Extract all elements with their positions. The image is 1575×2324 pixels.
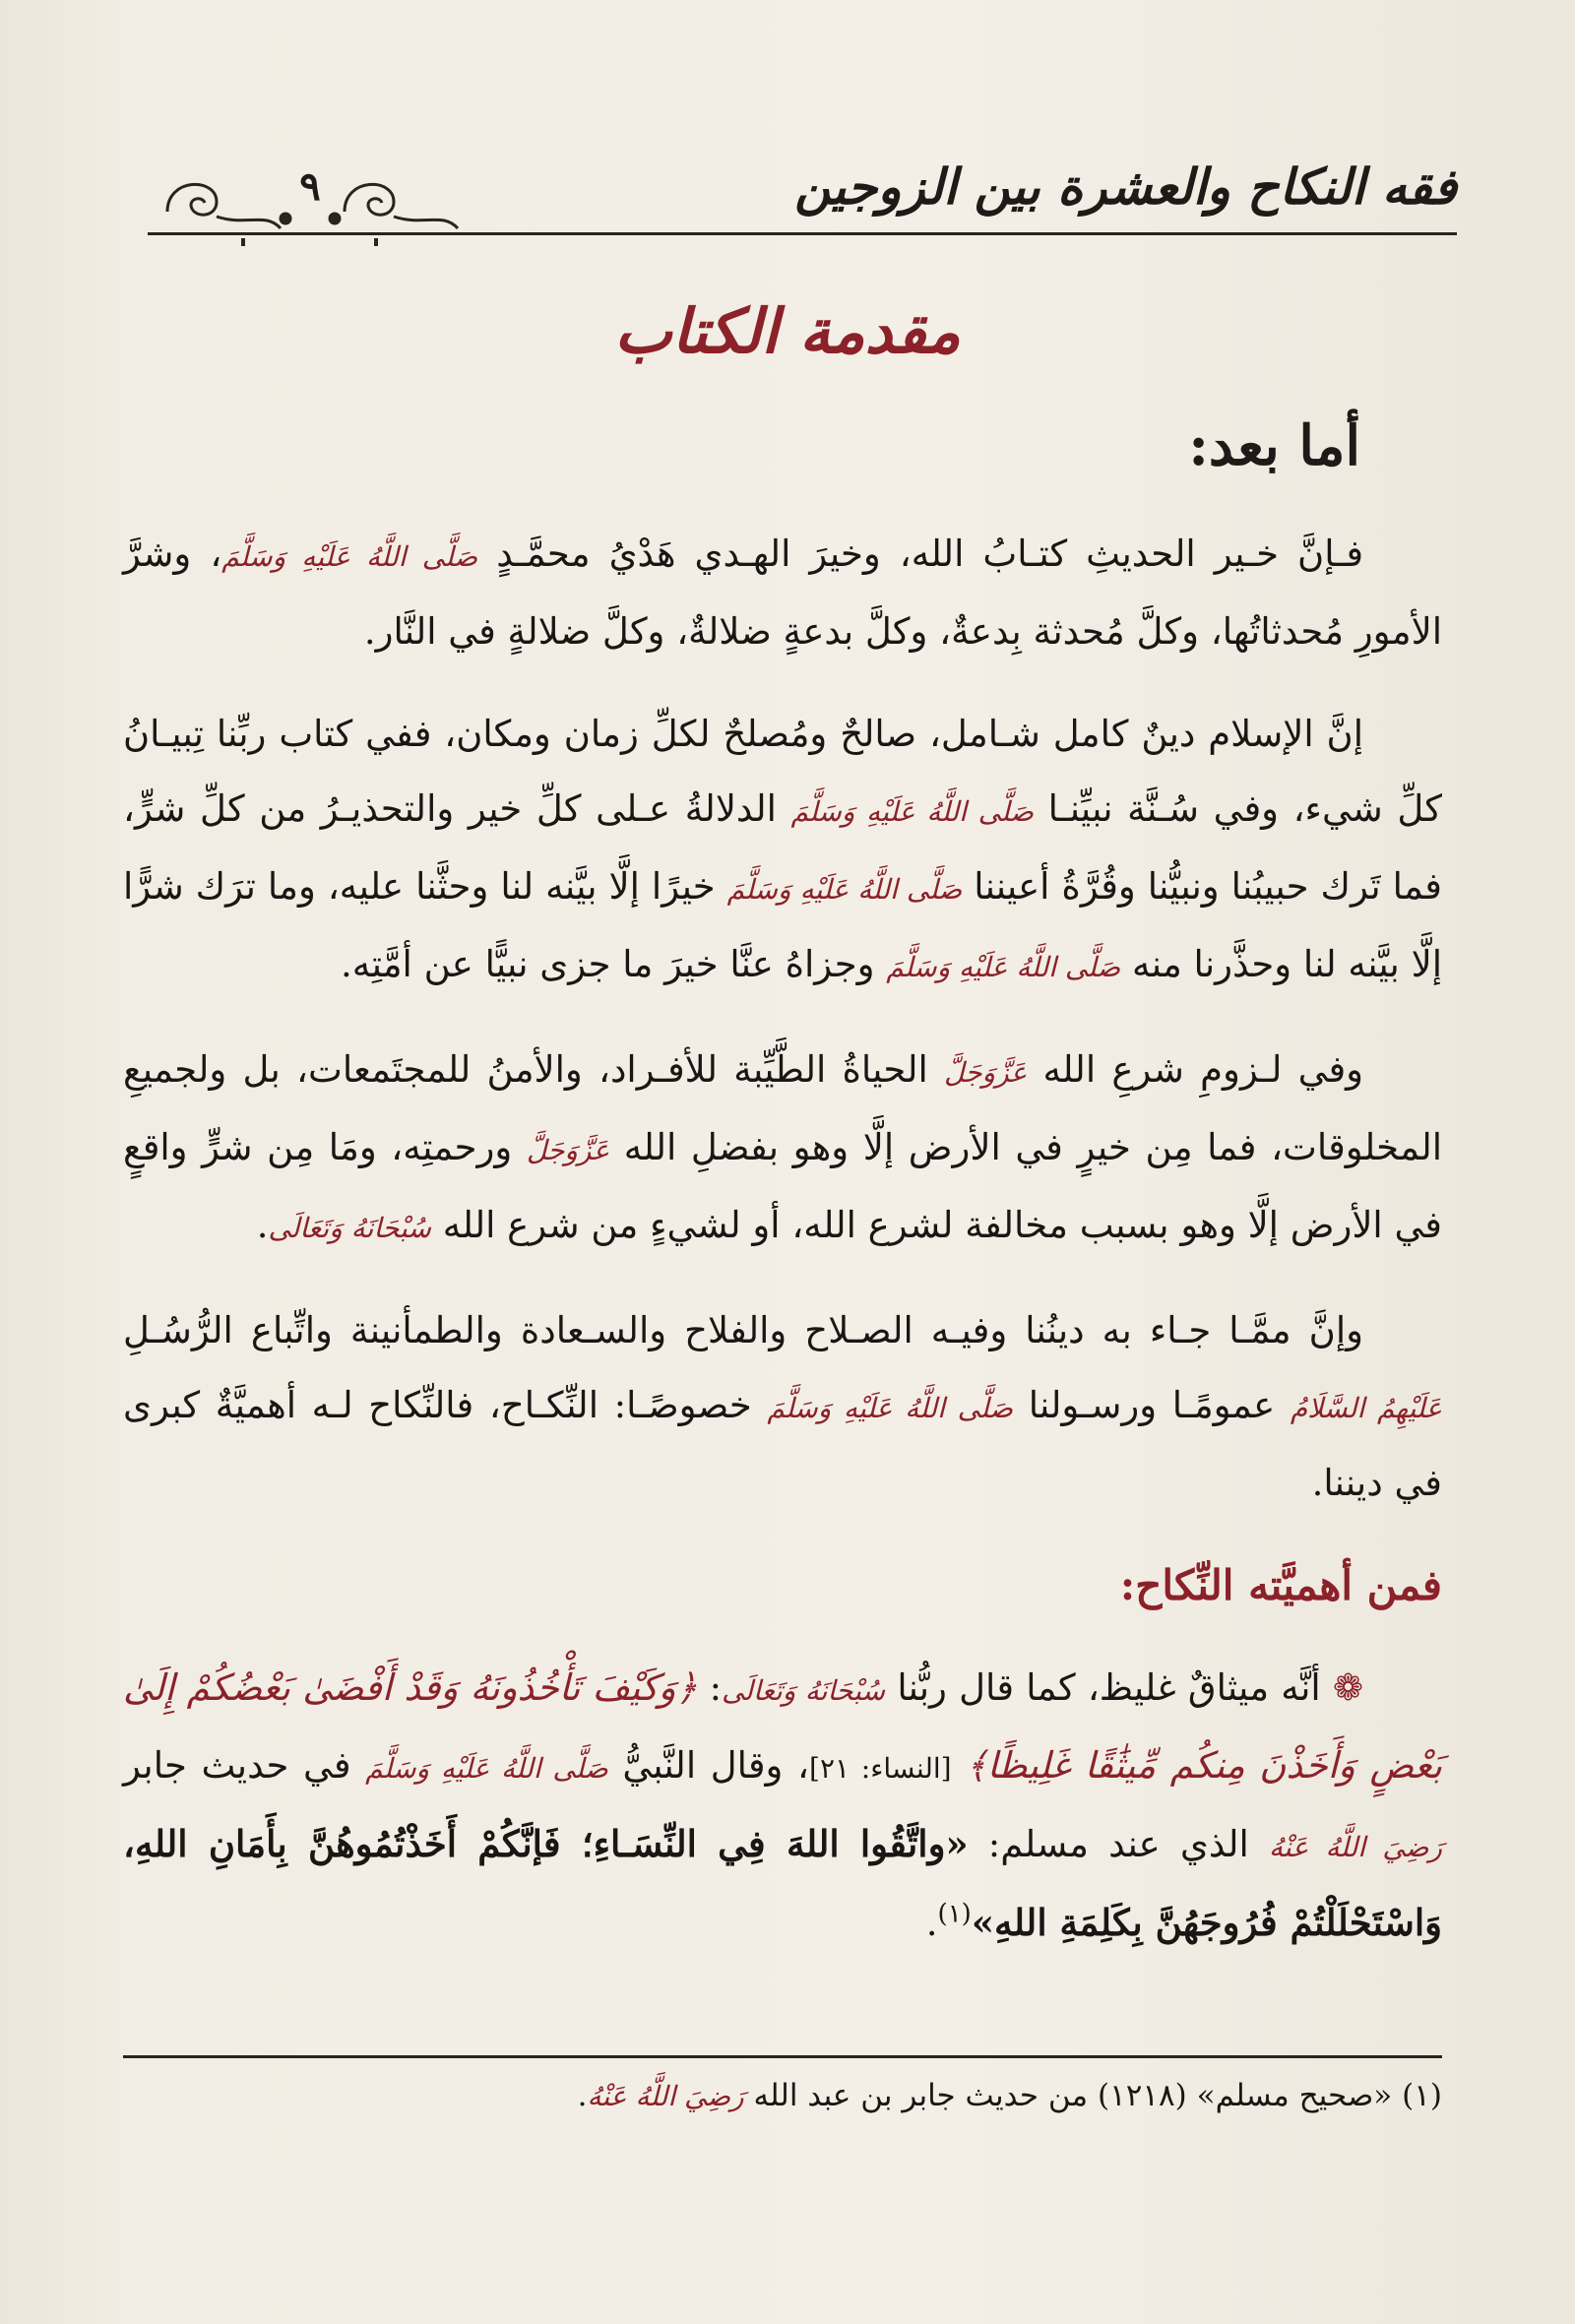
p4-text-b: عمومًـا ورسـولنا (1028, 1384, 1276, 1426)
honorific-subhanahu: سُبْحَانَهُ وَتَعَالَى (268, 1212, 431, 1244)
p1-text-b: ، وشرَّ الأمورِ مُحدثاتُها، وكلَّ مُحدثة بِدعةٌ، وكلَّ بدعةٍ ضلالةٌ، وكلَّ ضلالةٍ في النَّار. (123, 533, 1442, 653)
item-text-e: الذي عند مسلم: (987, 1823, 1249, 1865)
footnote-reference[interactable]: (١) (937, 1899, 972, 1929)
hadith-quote: «واتَّقُوا اللهَ فِي النِّسَـاءِ؛ فَإنَّكُمْ أَخَذْتُمُوهُنَّ بِأَمَانِ اللهِ، وَاسْتَحْلَلْتُمْ فُرُوجَهُنَّ بِكَلِمَةِ اللهِ» (123, 1822, 1442, 1944)
section-item-1: ❁ أنَّه ميثاقٌ غليظ، كما قال ربُّنا سُبْحَانَهُ وَتَعَالَى: ﴿وَكَيْفَ تَأْخُذُونَهُ وَقَدْ أَفْضَىٰ بَعْضُكُمْ إِلَىٰ بَعْضٍ وَأَخَذْنَ مِنكُم مِّيثَٰقًا غَلِيظًا﴾ [النساء: ٢١]، وقال النَّبيُّ صَلَّى اللَّهُ عَلَيْهِ وَسَلَّمَ في حديث جابر رَضِيَ اللَّهُ عَنْهُ الذي عند مسلم: «واتَّقُوا اللهَ فِي النِّسَـاءِ؛ فَإنَّكُمْ أَخَذْتُمُوهُنَّ بِأَمَانِ اللهِ، وَاسْتَحْلَلْتُمْ فُرُوجَهُنَّ بِكَلِمَةِ اللهِ»$^{(١)}$. (123, 1666, 1443, 1944)
p1-text-a: فـإنَّ خـير الحديثِ كتـابُ الله، وخيرَ الهـدي هَدْيُ محمَّـدٍ (496, 533, 1364, 575)
chapter-title: مقدمة الكتاب (614, 295, 961, 367)
item-text-b: : (709, 1666, 723, 1709)
main-text (123, 517, 1442, 1988)
book-title: فقه النكاح والعشرة بين الزوجين (794, 157, 1457, 216)
section-heading: فمن أهميَّته النِّكاح: (1119, 1561, 1442, 1609)
footnote: (١) «صحيح مسلم» (١٢١٨) من حديث جابر بن عبد الله رَضِيَ اللَّهُ عَنْهُ. (577, 2078, 1442, 2113)
honorific-radiallah: رَضِيَ اللَّهُ عَنْهُ (1269, 1831, 1443, 1863)
p2-text-d: وجزاهُ عنَّا خيرَ ما جزى نبيًّا عن أمَّتِه. (340, 943, 875, 985)
honorific-sallallah: صَلَّى اللَّهُ عَلَيْهِ وَسَلَّمَ (886, 951, 1121, 983)
p3-text-b: الحياةُ الطَّيِّبة للأفـراد، والأمنُ للمجتَمعات، بل ولجميعِ المخلوقات، فما مِن خيرٍ في الأرض إلَّا وهو بفضلِ الله (123, 1048, 1442, 1168)
paragraph-4 (123, 1293, 1442, 1521)
quran-verse: ﴿وَكَيْفَ تَأْخُذُونَهُ وَقَدْ أَفْضَىٰ بَعْضُكُمْ إِلَىٰ بَعْضٍ وَأَخَذْنَ مِنكُم مِّيثَٰقًا غَلِيظًا﴾ (123, 1666, 1443, 1787)
honorific-sallallah: صَلَّى اللَّهُ عَلَيْهِ وَسَلَّمَ (767, 1392, 1014, 1424)
honorific-sallallah: صَلَّى اللَّهُ عَلَيْهِ وَسَلَّمَ (365, 1752, 608, 1785)
honorific-radiallah: رَضِيَ اللَّهُ عَنْهُ (587, 2080, 744, 2112)
paragraph-1 (123, 517, 1442, 669)
footnote-divider (123, 2055, 1442, 2058)
honorific-subhanahu: سُبْحَانَهُ وَتَعَالَى (722, 1674, 886, 1707)
honorific-sallallah: صَلَّى اللَّهُ عَلَيْهِ وَسَلَّمَ (726, 873, 963, 906)
p2-text-a: إنَّ الإسلام دينٌ كامل شـامل، صالحٌ ومُصلحٌ لكلِّ زمان ومكان، ففي كتاب ربِّنا تِبيـانُ كلِّ شيء، وفي سُـنَّة نبيِّنـا (123, 713, 1443, 830)
p3-text-c: ورحمتِه، ومَا مِن شرٍّ واقعٍ في الأرض إلَّا وهو بسبب مخالفة لشرع الله، أو لشيءٍ من شرع الله (123, 1126, 1442, 1246)
p2-text-b: الدلالةُ عـلى كلِّ خير والتحذيـرُ من كلِّ شرٍّ، فما تَرك حبيبُنا ونبيُّنا وقُرَّةُ أعيننا (123, 787, 1442, 908)
p4-text-a: وإنَّ ممَّـا جـاء به دينُنا وفيـه الصـلاح والفلاح والسـعادة والطمأنينة واتِّباع الرُّسُـلِ (123, 1309, 1363, 1351)
honorific-azza-wajal: عَزَّوَجَلَّ (526, 1134, 610, 1166)
p3-text-a: وفي لـزومِ شرعِ الله (1042, 1048, 1363, 1091)
item-text-d: في حديث جابر (123, 1744, 351, 1787)
paragraph-3: وفي لـزومِ شرعِ الله عَزَّوَجَلَّ الحياةُ الطَّيِّبة للأفـراد، والأمنُ للمجتَمعات، بل ولجميعِ المخلوقات، فما مِن خيرٍ في الأرض إلَّا وهو بفضلِ الله عَزَّوَجَلَّ ورحمتِه، ومَا مِن شرٍّ واقعٍ في الأرض إلَّا وهو بسبب مخالفة لشرع الله، أو لشيءٍ من شرع الله سُبْحَانَهُ وَتَعَالَى. (123, 1048, 1442, 1246)
item-text-c: ، وقال النَّبيُّ (622, 1744, 809, 1787)
header-divider (148, 232, 1457, 235)
page-number: ٩ (299, 163, 321, 210)
paragraph-2 (123, 697, 1442, 1005)
p4-text-c: خصوصًـا: النِّكـاح، فالنِّكاح لـه أهميَّةٌ كبرى في ديننا. (123, 1384, 1442, 1504)
footnote-number: (١) (1402, 2078, 1442, 2113)
verse-reference: [النساء: ٢١] (809, 1752, 952, 1785)
p2-text-c: خيرًا إلَّا بيَّنه لنا وحثَّنا عليه، وما ترَك شرًّا إلَّا بيَّنه لنا وحذَّرنا منه (123, 865, 1442, 985)
honorific-sallallah: صَلَّى اللَّهُ عَلَيْهِ وَسَلَّمَ (221, 540, 478, 573)
footnote-text: «صحيح مسلم» (١٢١٨) من حديث جابر بن عبد الله (753, 2078, 1393, 2113)
honorific-alayhim-salam: عَلَيْهِمُ السَّلَامُ (1290, 1392, 1443, 1424)
running-header (148, 138, 1457, 256)
honorific-sallallah: صَلَّى اللَّهُ عَلَيْهِ وَسَلَّمَ (790, 795, 1035, 828)
amma-baad-heading: أما بعد: (1188, 413, 1360, 478)
item-text-a: أنَّه ميثاقٌ غليظ، كما قال ربُّنا (897, 1666, 1321, 1709)
honorific-azza-wajal: عَزَّوَجَلَّ (944, 1056, 1028, 1089)
flower-bullet-icon: ❁ (1332, 1666, 1363, 1709)
